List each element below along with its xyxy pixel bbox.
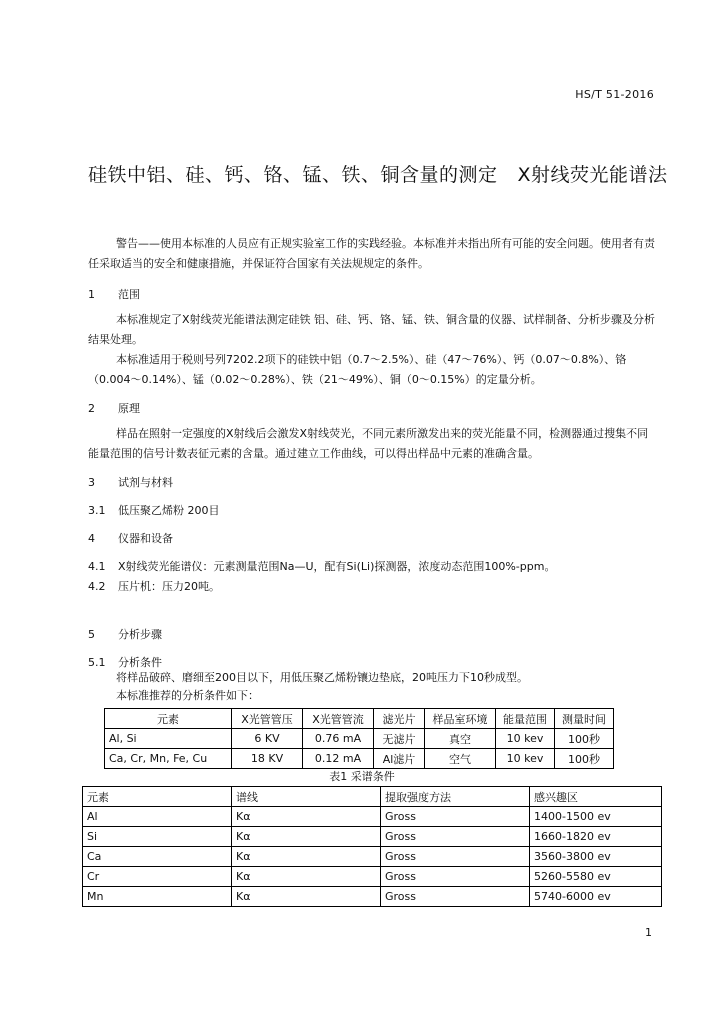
subsection-number: 3.1 <box>88 504 106 517</box>
table-header-cell: 元素 <box>105 709 232 729</box>
document-title <box>88 160 668 187</box>
subsection-number: 4.1 <box>88 560 106 573</box>
table-row <box>105 729 614 749</box>
table-cell: 100秒 <box>555 749 614 769</box>
table-cell: Ca <box>83 847 232 867</box>
subsection-number: 5.1 <box>88 656 106 669</box>
page-number: 1 <box>645 926 652 939</box>
table-cell: Kα <box>232 847 381 867</box>
table-cell: 18 KV <box>232 749 303 769</box>
subsection-title: 分析条件 <box>118 656 162 669</box>
table-cell: Kα <box>232 867 381 887</box>
title-main: 硅铁中铝、硅、钙、铬、锰、铁、铜含量的测定 <box>88 164 498 186</box>
table-cell: Mn <box>83 887 232 907</box>
subsection-text: 压片机：压力20吨。 <box>118 580 220 593</box>
principle-paragraph: 样品在照射一定强度的X射线后会激发X射线荧光，不同元素所激发出来的荧光能量不同，检测器通过搜集不同能量范围的信号计数表征元素的含量。通过建立工作曲线，可以得出样品中元素的准确含量。 <box>88 427 649 460</box>
table-row <box>105 749 614 769</box>
table-cell: 5740-6000 ev <box>530 887 662 907</box>
section-title: 试剂与材料 <box>118 476 173 489</box>
table-cell: 0.76 mA <box>303 729 374 749</box>
table-row <box>83 887 662 907</box>
table-cell: Kα <box>232 887 381 907</box>
table-cell: 1400-1500 ev <box>530 807 662 827</box>
table-row <box>83 807 662 827</box>
analysis-conditions-table <box>104 708 614 769</box>
table-cell: 1660-1820 ev <box>530 827 662 847</box>
subsection-4-2 <box>88 578 220 594</box>
table-header-cell: 测量时间 <box>555 709 614 729</box>
table-header-cell: 谱线 <box>232 787 381 807</box>
table-cell: Si <box>83 827 232 847</box>
section-title: 分析步骤 <box>118 628 162 641</box>
table-cell: Al滤片 <box>374 749 425 769</box>
table-header-cell: 元素 <box>83 787 232 807</box>
section-number: 4 <box>88 532 95 545</box>
table-header-cell: 能量范围 <box>496 709 555 729</box>
scope-paragraph-1: 本标准规定了X射线荧光能谱法测定硅铁 铝、硅、钙、铬、锰、铁、铜含量的仪器、试样制备、分析步骤及分析结果处理。 <box>88 313 656 346</box>
table-cell: 3560-3800 ev <box>530 847 662 867</box>
section-title: 范围 <box>118 288 140 301</box>
table-cell: 100秒 <box>555 729 614 749</box>
table-cell: 无滤片 <box>374 729 425 749</box>
table-cell: 6 KV <box>232 729 303 749</box>
section-number: 3 <box>88 476 95 489</box>
table-row <box>83 827 662 847</box>
table-cell: 空气 <box>425 749 496 769</box>
table-cell: 10 kev <box>496 729 555 749</box>
table-cell: Al <box>83 807 232 827</box>
subsection-4-1 <box>88 558 555 574</box>
conditions-paragraph-1: 将样品破碎、磨细至200目以下，用低压聚乙烯粉镶边垫底，20吨压力下10秒成型。 <box>116 671 528 684</box>
subsection-3-1 <box>88 502 220 518</box>
table-cell: Gross <box>381 827 530 847</box>
subsection-text: X射线荧光能谱仪：元素测量范围Na—U，配有Si(Li)探测器，浓度动态范围100%-ppm。 <box>118 560 556 573</box>
table-header-cell: 滤光片 <box>374 709 425 729</box>
table-cell: Gross <box>381 867 530 887</box>
table-header-row <box>83 787 662 807</box>
table-caption: 表1 采谱条件 <box>329 770 395 783</box>
table-cell: Ca, Cr, Mn, Fe, Cu <box>105 749 232 769</box>
table-cell: Gross <box>381 887 530 907</box>
table-cell: 5260-5580 ev <box>530 867 662 887</box>
spectrum-conditions-table <box>82 786 662 907</box>
section-number: 1 <box>88 288 95 301</box>
table-cell: Al, Si <box>105 729 232 749</box>
subsection-text: 低压聚乙烯粉 200目 <box>118 504 220 517</box>
table-row <box>83 867 662 887</box>
table-cell: Gross <box>381 807 530 827</box>
table-cell: 10 kev <box>496 749 555 769</box>
table-header-cell: X光管管压 <box>232 709 303 729</box>
table-cell: Kα <box>232 827 381 847</box>
table-header-row <box>105 709 614 729</box>
table-header-cell: 感兴趣区 <box>530 787 662 807</box>
table-header-cell: X光管管流 <box>303 709 374 729</box>
section-number: 2 <box>88 402 95 415</box>
table-cell: Kα <box>232 807 381 827</box>
table-cell: Cr <box>83 867 232 887</box>
warning-paragraph: 警告——使用本标准的人员应有正规实验室工作的实践经验。本标准并未指出所有可能的安全问题。使用者有责任采取适当的安全和健康措施，并保证符合国家有关法规规定的条件。 <box>88 237 655 270</box>
standard-code: HS/T 51-2016 <box>575 88 654 101</box>
conditions-paragraph-2: 本标准推荐的分析条件如下： <box>116 689 259 702</box>
section-number: 5 <box>88 628 95 641</box>
subsection-number: 4.2 <box>88 580 106 593</box>
table-cell: 0.12 mA <box>303 749 374 769</box>
section-1-heading <box>88 286 140 302</box>
scope-paragraph-2: 本标准适用于税则号列7202.2项下的硅铁中铝（0.7～2.5%）、硅（47～76%）、钙（0.07～0.8%）、铬（0.004～0.14%）、锰（0.02～0.28%）、铁（21～49%）、铜（0～0.15%）的定量分析。 <box>88 353 627 386</box>
table-cell: 真空 <box>425 729 496 749</box>
table-header-cell: 样品室环境 <box>425 709 496 729</box>
table-cell: Gross <box>381 847 530 867</box>
section-5-heading <box>88 626 162 642</box>
table-row <box>83 847 662 867</box>
section-2-heading <box>88 400 140 416</box>
section-4-heading <box>88 530 173 546</box>
table-header-cell: 提取强度方法 <box>381 787 530 807</box>
section-3-heading <box>88 474 173 490</box>
section-title: 原理 <box>118 402 140 415</box>
title-method: X射线荧光能谱法 <box>517 164 668 186</box>
section-title: 仪器和设备 <box>118 532 173 545</box>
